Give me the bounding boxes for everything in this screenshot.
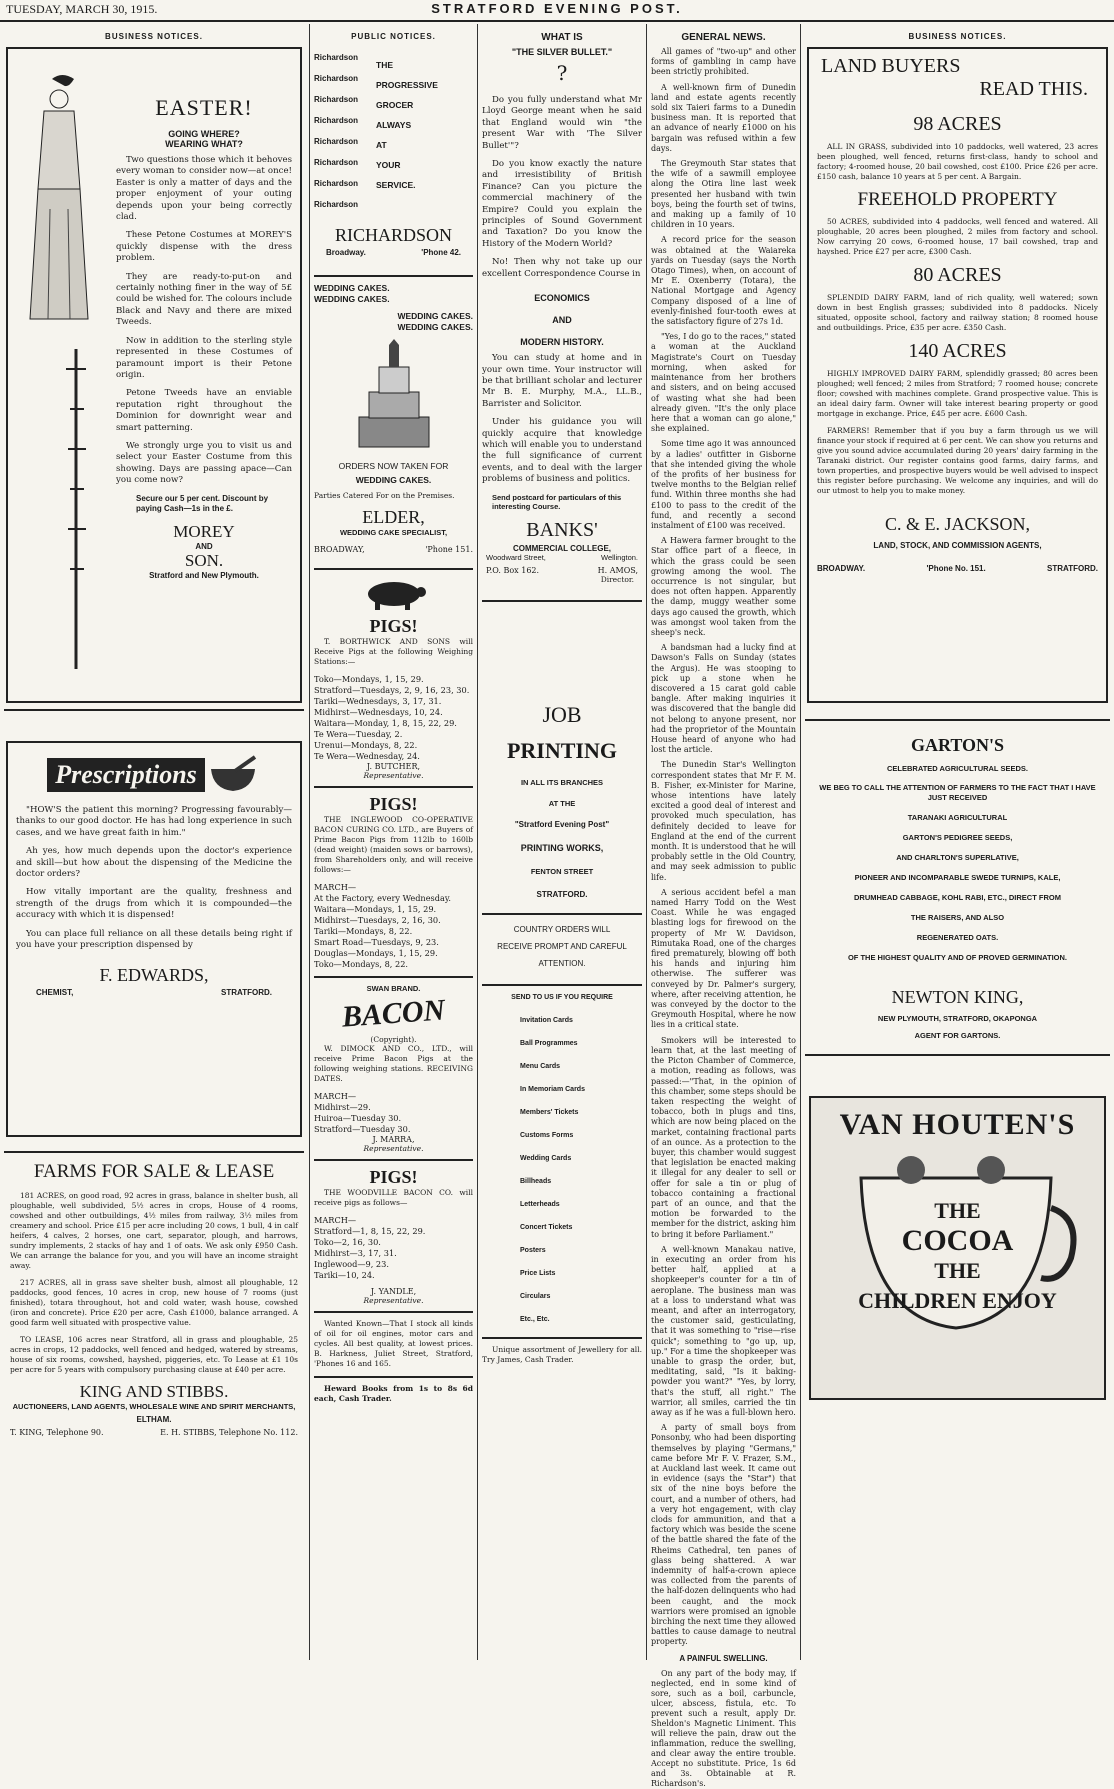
news-item: A record price for the season was obtained at the Waiareka yards on Tuesday (says the North Otago Times), when, on account of Mr E. Oxenberry (Totara), the National Mortgage and Agency Company disposed of a line of evenly-finished four-tooth ewes at the satisfactory figure of 27s 1d. [651,235,796,327]
firm-name: MOREY [173,521,235,541]
column-rule [646,24,647,1660]
masthead [0,0,1114,22]
easter-ad [6,47,302,703]
firm-name: KING AND STIBBS. [79,1382,229,1401]
wanted-notice: Wanted Known—That I stock all kinds of oil for oil engines, motor cars and cycles. All best quality, at lowest prices. B. Harkness, Juliet Street, Stratford, 'Phones 16 and 165. [314,1319,473,1368]
discount-offer: Secure our 5 per cent. Discount by paying Cash—1s in the £. [136,493,269,513]
silver-bullet-para: Do you know exactly the nature and irresistibility of British Finance? Can you picture the commercial machinery of the Empire? Could you explain the principles of Sound Government and Taxation? Do you know the History of the Modern World? [482,159,642,249]
silver-bullet-title: WHAT IS [541,32,583,43]
newspaper-title: STRATFORD EVENING POST. [431,1,683,16]
swelling-title: A PAINFUL SWELLING. [679,1653,768,1663]
question-mark: ? [556,61,568,85]
column-rule [800,24,801,1660]
section-heading: BUSINESS NOTICES. [105,32,203,41]
richardson-ad [314,47,473,215]
news-item: A well-known Manakau native, in executing an order from his better half, applied at a shopkeeper's counter for a tin of aeroplane. The business man was at a loss to understand what was meant, and after an interrogatory, the customer said, gesticulating, that it was something to "rise—rise quick"; something to "go up, up, up." For a time the shopkeeper was unable to grasp the order, but, meditating, said, "Is it baking-powder you want?" "Yes, by lorry, that's the stuff, all right." The warrior, all smiles, carried the tin away as if he was a full-blown hero. [651,1244,796,1417]
section-heading: PUBLIC NOTICES. [351,32,436,41]
prescriptions-ad [6,741,302,1137]
silver-bullet-subtitle: "THE SILVER BULLET." [511,47,613,57]
baker-name: ELDER, [362,507,425,527]
rx-para: Ah yes, how much depends upon the doctor's experience and skill—but how about the dispensing of the Medicine the doctor orders? [16,846,292,880]
merchant-name: NEWTON KING, [891,987,1024,1007]
van-houten-ad: VAN HOUTEN'S THE COCOA THE CHILDREN ENJOY [809,1096,1106,1400]
land-buyers-ad: LAND BUYERS READ THIS. 98 ACRES ALL IN GRASS, subdivided into 10 paddocks, well watered, 23 acres been ploughed, well fenced, returns first-class, handy to school and factory; 4-roomed house, 20 bail cowshed, cost £100. Price £26 per acre. £150 cash, balance 10 years at 5 per cent. A Bargain. FREEHOLD PROPERTY 50 ACRES, subdivided into 4 paddocks, well fenced and watered. All ploughable, 20 acres been ploughed, 2 miles from factory and school. Now carrying 20 cows, 6-roomed house, 17 bail cowshed, trap and hayshed. Price £27 per acre, £300 Cash. 80 ACRES SPLENDID DAIRY FARM, land of rich quality, well watered; sown down in best English grasses; subdivided into 8 paddocks. Nicely situated, opposite school, factory and railway station; 8 roomed house and outbuildings. Price, £35 per acre. £350 Cash. 140 ACRES HIGHLY IMPROVED DAIRY FARM, splendidly grassed; 80 acres been ploughed; well fenced; 2 miles from Stratford; 7 roomed house; concrete floor; cowshed with machines complete. Grand prospective value. This is an ideal dairy farm. Owner will take interest bearing property or good mortgage in exchange. Price, £45 per acre. £600 Cash. FARMERS! Remember that if you buy a farm through us we will finance your stock if required at 6 per cent. We can show you returns and give you sound advice accumulated during 20 years' dairy farming in the Taranaki district. Our register contains good farms, dairy farms, and town properties, and prospective buyers would be well advised to inspect this register before purchasing. We welcome any inquiries, and will do our utmost to help you to make money. C. & E. JACKSON, LAND, STOCK, AND COMMISSION AGENTS, BROADWAY. 'Phone No. 151. STRATFORD. [807,47,1108,703]
pigs-notice-3: PIGS! THE WOODVILLE BACON CO. will receive pigs as follows— MARCH— Stratford—1, 8, 15, 22, 29. Toko—2, 16, 30. Midhirst—3, 17, 31. Inglewood—9, 23. Tariki—10, 24. J. YANDLE, Representative. [314,1167,473,1305]
van-houten-brand: VAN HOUTEN'S [839,1108,1076,1141]
issue-date: TUESDAY, MARCH 30, 1915. [6,2,158,16]
news-item: A serious accident befel a man named Harry Todd on the West Coast. While he was engaged blasting logs for firewood on the property of Mr W. Davidson, Rimutaka Road, one of the charges fired prematurely, blowing off both his hands and injuring him otherwise. The sufferer was conveyed by Dr. Palmer's surgery, where, after receiving attention, he was conveyed by the doctor to the Greymouth Hospital, where he now lies in a critical state. [651,887,796,1030]
rx-para: How vitally important are the quality, freshness and strength of the drugs from which it is compounded—the accuracy with which it is dispensed! [16,887,292,921]
firm-description: AUCTIONEERS, LAND AGENTS, WHOLESALE WINE AND SPIRIT MERCHANTS, [12,1402,296,1411]
telephones [10,1428,298,1437]
farm-listing: 181 ACRES, on good road, 92 acres in grass, balance in shelter bush, all ploughable, well subdivided, 5½ acres in crops, House of 4 rooms, cowshed and other outbuildings, 4½ miles from railway, 3½ miles from creamery and school. Price £15 per acre including 20 cows, 1 bull, 4 in calf heifers, 4 calves, 2 horses, one cart, separator, plough, and harrows, sundry implements, 2 stacks of hay and 1 of oats. We ask only £950 Cash. We can arrange the balance for you, and you will have an income straight away. [10,1191,298,1270]
chemist-town: STRATFORD. [221,988,272,998]
rx-para: You can place full reliance on all these details being right if you have your prescription dispensed by [16,928,292,951]
column-5 [805,24,1110,1660]
printing-items: Invitation Cards Ball Programmes Menu Cards In Memoriam Cards Members' Tickets Customs Forms Wedding Cards Billheads Letterheads Concert Tickets Posters Price Lists Circulars Etc., Etc. [520,1016,585,1323]
telephone: T. KING, Telephone 90. [10,1428,104,1437]
silver-bullet-para: You can study at home and in your own time. Your instructor will be that brilliant scholar and lecturer Mr B. E. Murphy, M.A., LL.B., Barrister and Solicitor. [482,353,642,409]
easter-title: EASTER! [155,95,253,120]
farms-ad [4,1161,304,1437]
pigs-notice-1: PIGS! T. BORTHWICK AND SONS will Receive Pigs at the following Weighing Stations:— Toko—Mondays, 1, 15, 29. Stratford—Tuesdays, 2, 9, 16, 23, 30. Tariki—Wednesdays, 3, 17, 31. Midhirst—Wednesdays, 10, 24. Waitara—Monday, 1, 8, 15, 22, 29. Te Wera—Tuesday, 2. Urenui—Mondays, 8, 22. Te Wera—Wednesday, 24. J. BUTCHER, Representative. [314,616,473,780]
bacon-notice: SWAN BRAND. BACON (Copyright). W. DIMOCK AND CO., LTD., will receive Prime Bacon Pigs at the following weighing stations. RECEIVING DATES. MARCH— Midhirst—29. Huiroa—Tuesday 30. Stratford—Tuesday 30. J. MARRA, Representative. [314,984,473,1153]
farm-listing: TO LEASE, 106 acres near Stratford, all in grass and ploughable, 25 acres in crops, 12 paddocks, well fenced and hedged, watered by streams, house of six rooms, cowshed, hayshed, piggeries, etc. To Lease at £1 10s per acre for 5 years with compulsory purchasing clause at £40 per acre. [10,1335,298,1374]
prescriptions-title: Prescriptions [47,758,205,792]
news-item: A bandsman had a lucky find at Dawson's Falls on Sunday (states the Argus). He was stooping to pick up a stone when he discovered a 15 carat gold cable bangle. After making inquiries it was discovered that the bangle did not belong to anyone present, nor had the proprietor of the Mountain House heard of anyone who had lost the article. [651,643,796,755]
news-item: A party of small boys from Ponsonby, who had been disporting themselves by playing "Germans," came before Mr F. V. Frazer, S.M., at Auckland last week. It came out in evidence (says the "Star") that six of the nine boys before the court, and a number of others, had a very hot engagement, with clay clods for ammunition, and that a factory which was beside the scene of the battle shared the fate of the Rheims Cathedral, ten panes of glass being shattered. A war indemnity of half-a-crown apiece was collected from the parents of the half-dozen delinquents who had been caught, and the mock warriors were promised an ignoble birching the next time they allowed battles to cause damage to neutral property. [651,1423,796,1647]
agent-name: C. & E. JACKSON, [884,514,1031,534]
firm-name: SON. [184,550,224,570]
grocer-contact: Broadway. 'Phone 42. [326,248,461,257]
farm-listing: 217 ACRES, all in grass save shelter bush, almost all ploughable, 12 paddocks, good fences, 10 acres in crop, new house of 7 rooms (just finished), totara throughout, hot and cold water, wash house, cowshed (iron and concrete). Price £20 per acre, Cash £1000, balance arranged. A good farm well situated with prospective value. [10,1278,298,1327]
wedding-cake-illustration [349,337,439,457]
news-item: A Hawera farmer brought to the Star office part of a fleece, in which the grass could be seen growing among the wool. The occurrence is not singular, but does not often happen. Apparently the damp, muggy weather some days ago caused the growth, which was amongst wool taken from the sheep's neck. [651,536,796,637]
news-item: A well-known firm of Dunedin land and estate agents recently sold six Taieri farms to a Dunedin business man. It is reported that an advance of nearly £1000 on his bargain was refused within a few days. [651,82,796,153]
jewellery-notice: Unique assortment of Jewellery for all. Try James, Cash Trader. [482,1344,642,1364]
wedding-cakes-ad: WEDDING CAKES. WEDDING CAKES. WEDDING CAKES. WEDDING CAKES. ORDERS NOW TAKEN FOR WEDDING CAKES. Parties Catered For on the Premises. ELDER, WEDDING CAKE SPECIALIST, BROADWAY, 'Phone 151. [314,283,473,554]
chemist-label: CHEMIST, [36,988,74,998]
easter-sub2: WEARING WHAT? [165,139,243,149]
chemist-name: F. EDWARDS, [99,965,209,986]
news-items [651,47,796,1648]
heward-notice: Heward Books from 1s to 8s 6d each, Cash Trader. [314,1384,473,1403]
richardson-repeat: Richardson Richardson Richardson Richardson Richardson Richardson Richardson Richardson [314,53,359,209]
farms-title: FARMS FOR SALE & LEASE [33,1161,275,1182]
telephone: E. H. STIBBS, Telephone No. 112. [160,1428,298,1437]
news-item: Smokers will be interested to learn that, at the last meeting of the Picton Chamber of Commerce, a motion, reading as follows, was passed:—"That, in the opinion of this chamber, some steps should be taken respecting the weight of tobacco, both in plugs and tins, which are now being placed on the market, containing fractional parts of an ounce. As a protection to the buyer, this chamber would suggest that legislation be enacted making it illegal for any dealer to sell or offer for sale a tin or plug of tobacco containing a fractional part of an ounce, and that the motion be forwarded to the member for the district, asking him to bring it before Parliament." [651,1035,796,1239]
send-postcard: Send postcard for particulars of this interesting Course. [492,492,622,511]
swelling-para: On any part of the body may, if neglected, end in some kind of sore, such as a boil, carbuncle, ulcer, abscess, fistula, etc. To prevent such a result, apply Dr. Sheldon's Magnetic Liniment. This will relieve the pain, draw out the inflammation, reduce the swelling, and clear away the entire trouble. Accept no substitute. Price, 1s 6d and 3s. Obtainable at R. Richardson's. [651,1668,796,1788]
silver-bullet-para: No! Then why not take up our excellent Correspondence Course in [482,257,642,279]
easter-para: Now in addition to the sterling style represented in these Costumes of paramount import is their Petone origin. [116,335,292,380]
easter-para: These Petone Costumes at MOREY'S quickly dispense with the dress problem. [116,230,292,264]
course-topic: ECONOMICS AND MODERN HISTORY. [520,293,604,348]
silver-bullet-para: Do you fully understand what Mr Lloyd George meant when he said that England would win "the present War with 'The Silver Bullet'"? [482,95,642,151]
gartons-ad: GARTON'S CELEBRATED AGRICULTURAL SEEDS. WE BEG TO CALL THE ATTENTION OF FARMERS TO THE FACT THAT I HAVE JUST RECEIVED TARANAKI AGRICULTURAL GARTON'S PEDIGREE SEEDS, AND CHARLTON'S SUPERLATIVE, PIONEER AND INCOMPARABLE SWEDE TURNIPS, KALE, DRUMHEAD CABBAGE, KOHL RABI, ETC., DIRECT FROM THE RAISERS, AND ALSO REGENERATED OATS. OF THE HIGHEST QUALITY AND OF PROVED GERMINATION. NEWTON KING, NEW PLYMOUTH, STRATFORD, OKAPONGA AGENT FOR GARTONS. [805,735,1110,1040]
section-heading: BUSINESS NOTICES. [908,32,1007,41]
news-item: The Dunedin Star's Wellington correspondent states that Mr F. M. B. Fisher, ex-Minister for Marine, whose intentions have lately excited a good deal of interest and provoked much speculation, has definitely decided to leave for England at the end of the current month. It is understood that he will probably settle in the Old Country, and may seek admission to public life. [651,760,796,882]
news-item: All games of "two-up" and other forms of gambling in camp have been strictly prohibited. [651,47,796,77]
column-3: WHAT IS "THE SILVER BULLET." ? Do you fully understand what Mr Lloyd George meant when he said that England would win "the present War with 'The Silver Bullet'"? Do you know exactly the nature and irresistibility of British Finance? Can you picture the commercial machinery of the Empire? Could you explain the principles of Sound Government and Taxation? Do you know the History of the Modern World? No! Then why not take up our excellent Correspondence Course in ECONOMICS AND MODERN HISTORY. You can study at home and in your own time. Your instructor will be that brilliant scholar and lecturer Mr B. E. Murphy, M.A., LL.B., Barrister and Solicitor. Under his guidance you will quickly acquire that knowledge which will enable you to understand the full significance of current events, and to deal with the larger problems of business and politics. Send postcard for particulars of this interesting Course. BANKS' COMMERCIAL COLLEGE, Woodward Street, Wellington. P.O. Box 162. H. AMOS, Director. JOB PRINTING IN ALL ITS BRANCHES AT THE "Stratford Evening Post" PRINTING WORKS, FENTON STREET STRATFORD. COUNTRY ORDERS WILL RECEIVE PROMPT AND CAREFUL ATTENTION. SEND TO US IF YOU REQUIRE Invitation Cards Ball Programmes Menu Cards In Memoriam Cards Members' Tickets Customs Forms Wedding Cards Billheads Letterheads Concert Tickets Posters Price Lists Circulars Etc., Etc. Unique assortment of Jewellery for all. Try James, Cash Trader. [482,32,642,1364]
easter-para: Petone Tweeds have an enviable reputation right throughout the Dominion for downright wear and smart patterning. [116,388,292,433]
job-printing-ad: JOB PRINTING IN ALL ITS BRANCHES AT THE "Stratford Evening Post" PRINTING WORKS, FENTON STREET STRATFORD. COUNTRY ORDERS WILL RECEIVE PROMPT AND CAREFUL ATTENTION. SEND TO US IF YOU REQUIRE Invitation Cards Ball Programmes Menu Cards In Memoriam Cards Members' Tickets Customs Forms Wedding Cards Billheads Letterheads Concert Tickets Posters Price Lists Circulars Etc., Etc. [482,702,642,1331]
mortar-pestle-icon [205,755,261,795]
grocer-slogan: THE PROGRESSIVE GROCER ALWAYS AT YOUR SERVICE. [376,60,438,190]
column-rule [309,24,310,1660]
news-item: Some time ago it was announced by a ladies' outfitter in Gisborne that she intended giving the whole of the profits of her business for twelve months to the Belgian relief fund. Within three months she had £100 to pass to the credit of the fund, and recently a second instalment of £100 was received. [651,439,796,530]
grocer-name: RICHARDSON [334,225,453,245]
bacon-logo: BACON [340,993,447,1034]
easter-para: They are ready-to-put-on and certainly nothing finer in the way of 5£ could be wished for. The colours include Black and Navy and there are mixed Tweeds. [116,271,292,328]
news-item: The Greymouth Star states that the wife of a sawmill employee along the Otira line last week presented her husband with twin boys, being the fourth set of twins, and making up a family of 10 children in 10 years. [651,159,796,230]
silver-bullet-para: Under his guidance you will quickly acquire that knowledge which will enable you to understand the full significance of current events, and to deal with the larger problems of business and politics. [482,417,642,485]
college-name: BANKS' [526,518,598,541]
pig-icon [359,576,429,612]
chemist-footer [16,986,292,999]
pigs-notice-2: PIGS! THE INGLEWOOD CO-OPERATIVE BACON CURING CO. LTD., are Buyers of Prime Bacon Pigs from 112lb to 160lb (dead weight) (maiden sows or barrows), from Shareholders only, and will receive follows:— MARCH— At the Factory, every Wednesday. Waitara—Mondays, 1, 15, 29. Midhirst—Tuesdays, 2, 16, 30. Tariki—Mondays, 8, 22. Smart Road—Tuesdays, 9, 23. Douglas—Mondays, 1, 15, 29. Toko—Mondays, 8, 22. [314,794,473,969]
general-news-title: GENERAL NEWS. [681,32,766,43]
easter-para: Two questions those which it behoves every woman to consider now—at once! Easter is only a matter of days and the proper enjoyment of your outing depends upon your being correctly clad. [116,155,292,223]
and-label: AND [195,541,213,551]
column-1 [4,24,304,1660]
column-2 [314,24,473,1660]
column-4 [651,24,796,1788]
column-rule [477,24,478,1660]
easter-sub1: GOING WHERE? [168,129,240,139]
rx-para: "HOW'S the patient this morning? Progressing favourably—thanks to our good doctor. He has had long experience in such cases, and we have great faith in him." [16,805,292,838]
easter-para: We strongly urge you to visit us and select your Easter Costume from this showing. Days are passing apace—Can you come now? [116,440,292,486]
firm-location: ELTHAM. [136,1415,172,1424]
news-item: "Yes, I do go to the races," stated a woman at the Auckland Magistrate's Court on Tuesday morning, when asked for maintenance from her brothers and sisters, and on being accused of wasting what she had been already given. "It's the only place here that a woman can go alone," she explained. [651,332,796,434]
woman-costume-illustration [14,69,98,689]
firm-location: Stratford and New Plymouth. [149,570,259,580]
